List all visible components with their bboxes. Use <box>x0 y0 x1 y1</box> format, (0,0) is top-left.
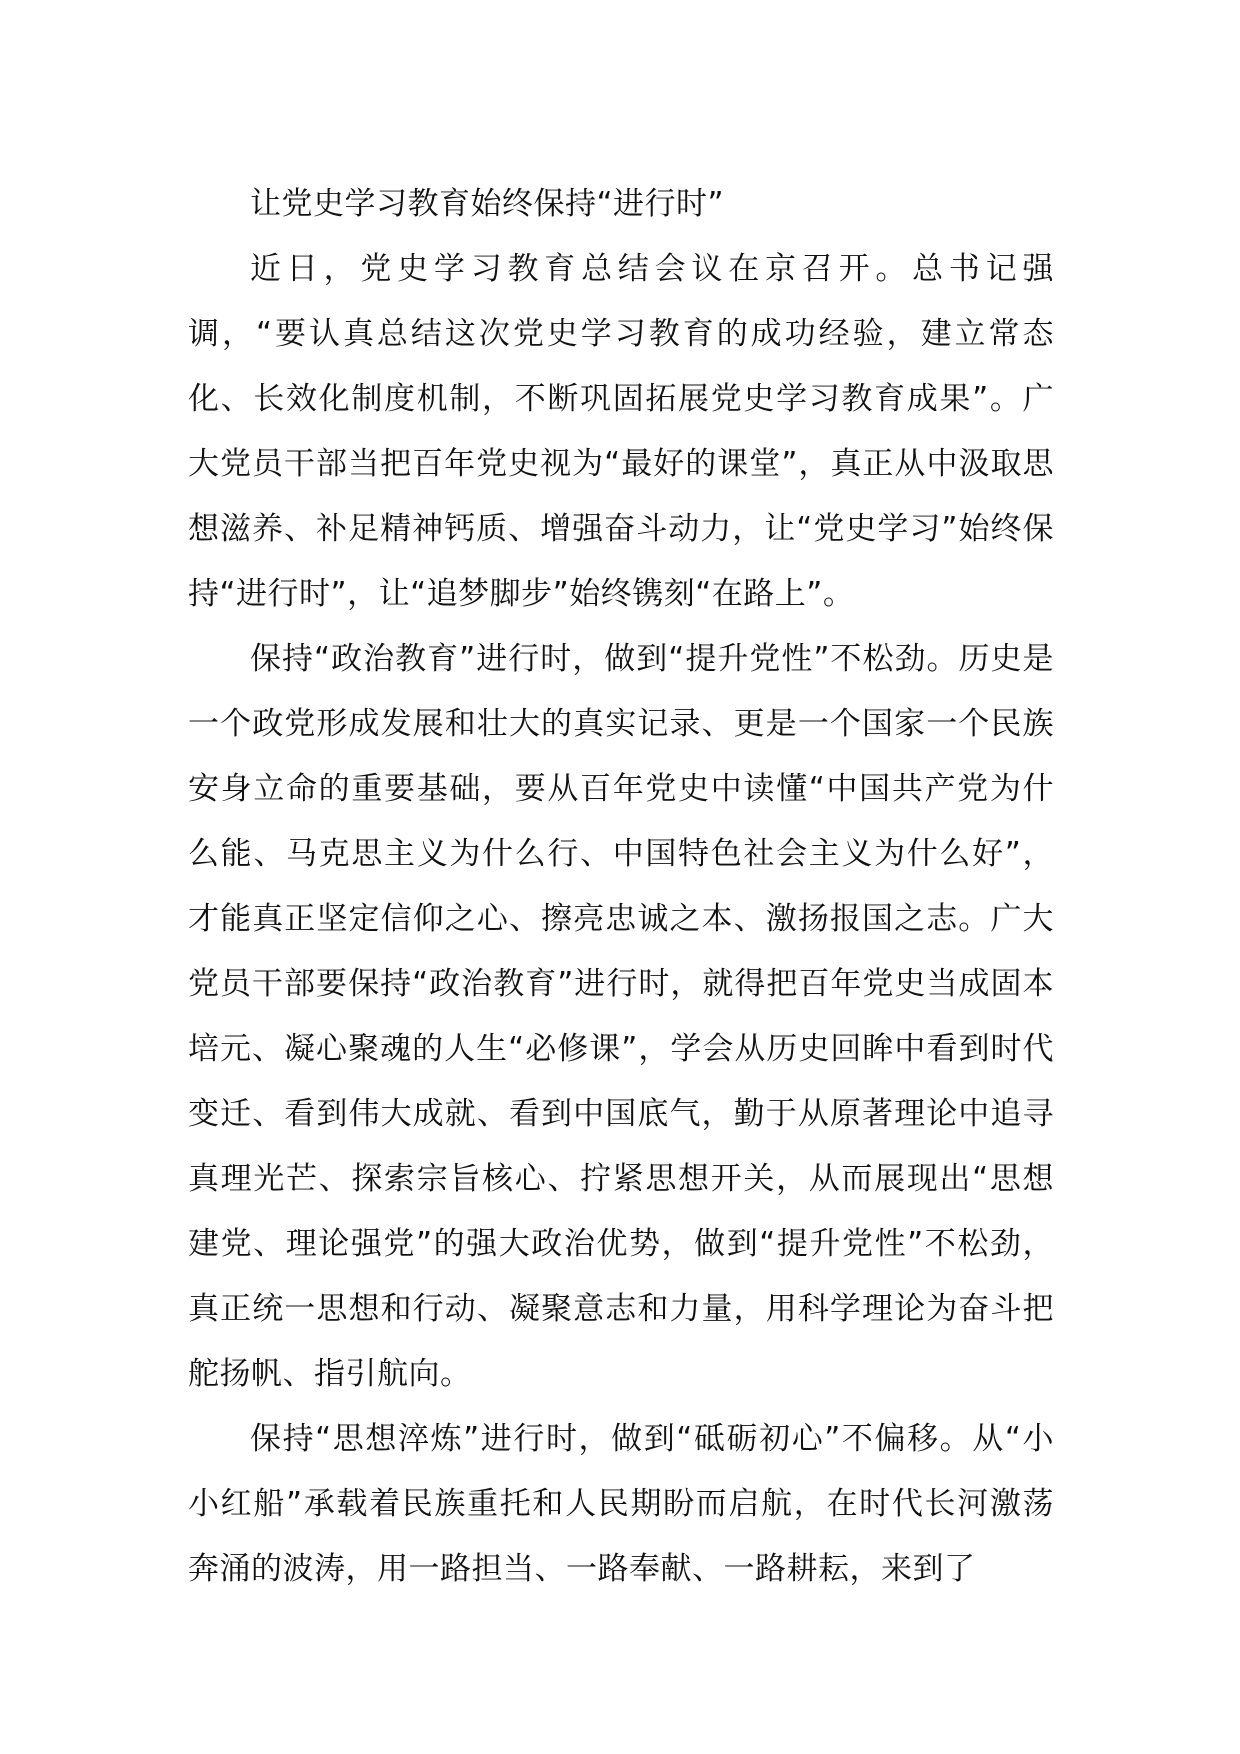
paragraph-3: 保持“思想淬炼”进行时，做到“砥砺初心”不偏移。从“小小红船”承载着民族重托和人民期盼而启航，在时代长河激荡奔涌的波涛，用一路担当、一路奉献、一路耕耘，来到了 <box>188 1421 1054 1587</box>
paragraph-1: 近日，党史学习教育总结会议在京召开。总书记强调，“要认真总结这次党史学习教育的成功经验，建立常态化、长效化制度机制，不断巩固拓展党史学习教育成果”。广大党员干部当把百年党史视为“最好的课堂”，真正从中汲取思想滋养、补足精神钙质、增强奋斗动力，让“党史学习”始终保持“进行时”，让“追梦脚步”始终镌刻“在路上”。 <box>188 251 1054 612</box>
paragraph-2: 保持“政治教育”进行时，做到“提升党性”不松劲。历史是一个政党形成发展和壮大的真实记录、更是一个国家一个民族安身立命的重要基础，要从百年党史中读懂“中国共产党为什么能、马克思主义为什么行、中国特色社会主义为什么好”，才能真正坚定信仰之心、擦亮忠诚之本、激扬报国之志。广大党员干部要保持“政治教育”进行时，就得把百年党史当成固本培元、凝心聚魂的人生“必修课”，学会从历史回眸中看到时代变迁、看到伟大成就、看到中国底气，勤于从原著理论中追寻真理光芒、探索宗旨核心、拧紧思想开关，从而展现出“思想建党、理论强党”的强大政治优势，做到“提升党性”不松劲，真正统一思想和行动、凝聚意志和力量，用科学理论为奋斗把舵扬帆、指引航向。 <box>188 641 1054 1392</box>
document-body <box>188 172 1054 1602</box>
document-title: 让党史学习教育始终保持“进行时” <box>250 186 725 222</box>
